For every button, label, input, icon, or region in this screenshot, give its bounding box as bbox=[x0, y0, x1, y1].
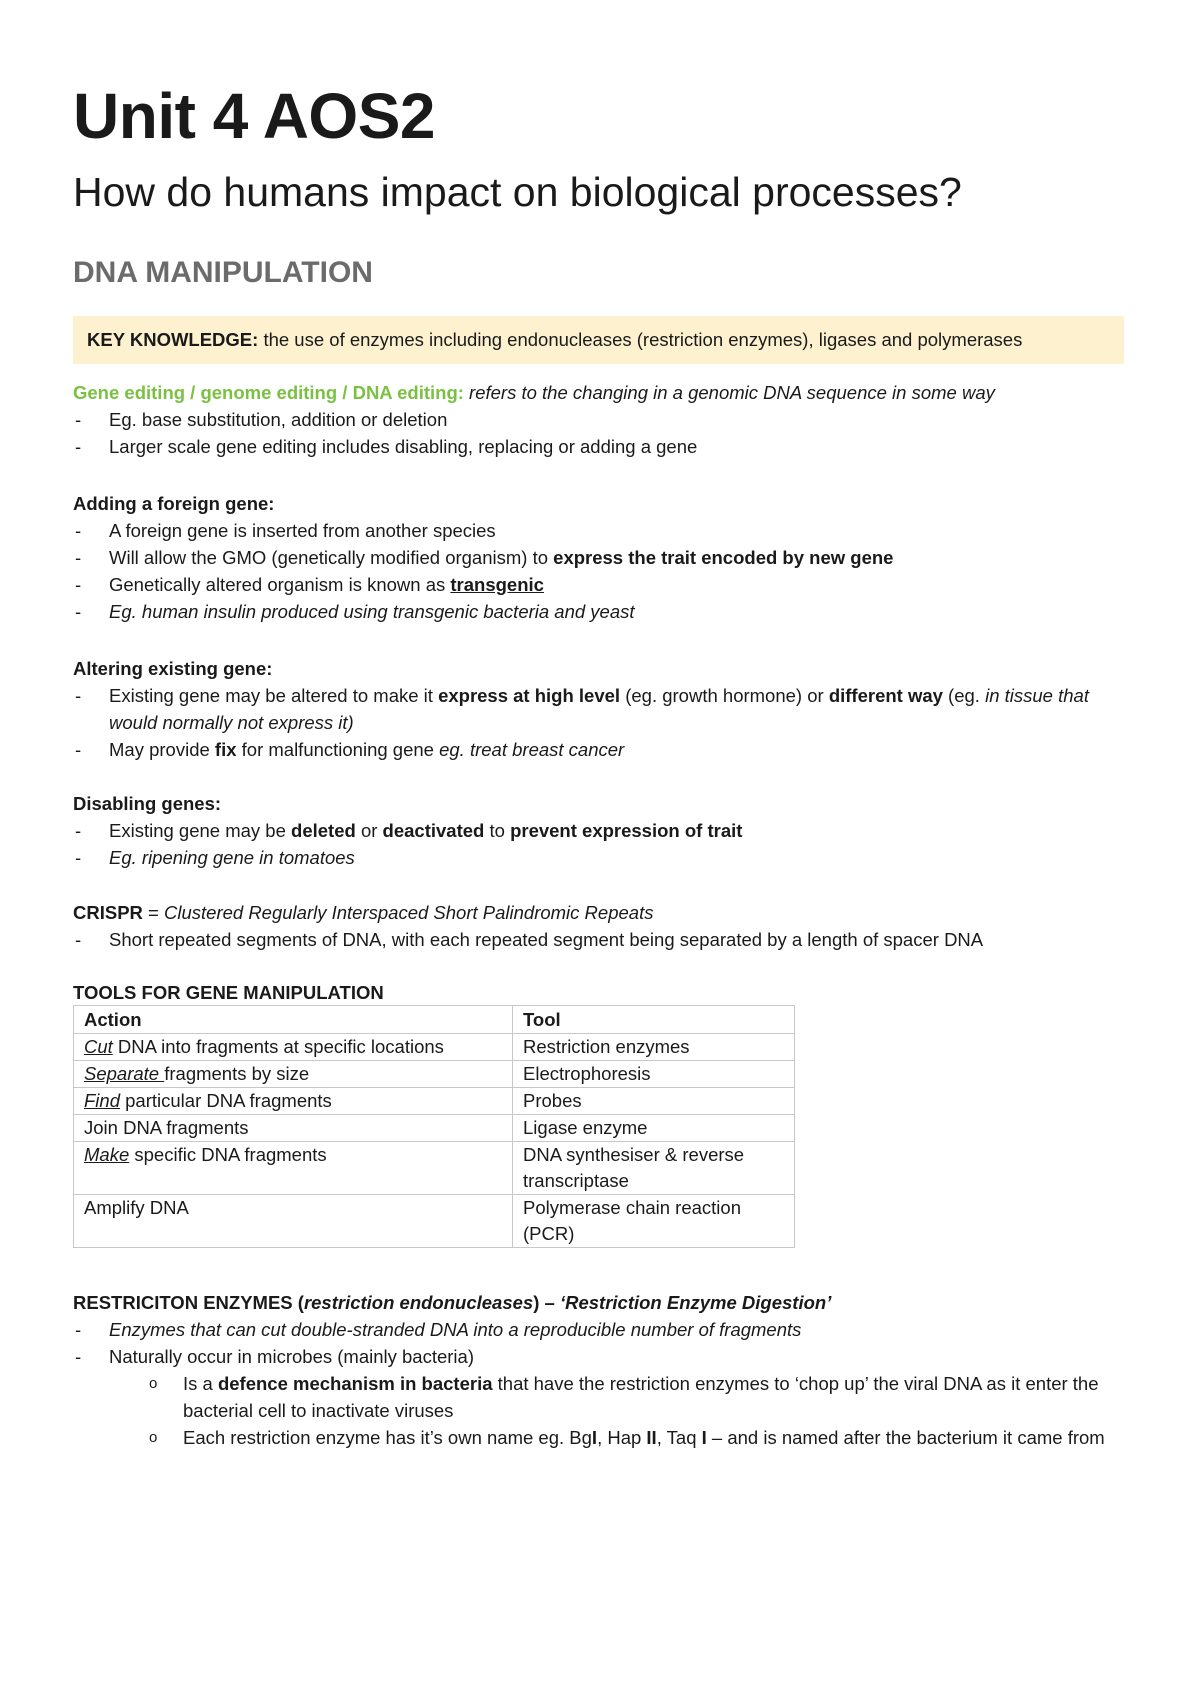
section-heading: DNA MANIPULATION bbox=[73, 256, 373, 289]
list-item: - Enzymes that can cut double-stranded DNA into a reproducible number of fragments bbox=[73, 1316, 1133, 1343]
table-row: Find particular DNA fragments Probes bbox=[74, 1088, 795, 1115]
list-item: - Existing gene may be altered to make it express at high level (eg. growth hormone) or different way (eg. in tissue that would normally not express it) bbox=[73, 682, 1133, 736]
restriction-enzymes-heading: RESTRICITON ENZYMES (restriction endonucleases) – ‘Restriction Enzyme Digestion’ bbox=[73, 1292, 832, 1313]
table-row: Separate fragments by size Electrophoresis bbox=[74, 1061, 795, 1088]
gene-editing-definition: refers to the changing in a genomic DNA sequence in some way bbox=[469, 382, 995, 403]
list-item: - Eg. base substitution, addition or deletion bbox=[73, 406, 1133, 433]
table-row: Join DNA fragments Ligase enzyme bbox=[74, 1115, 795, 1142]
table-row: Amplify DNA Polymerase chain reaction (PCR) bbox=[74, 1195, 795, 1248]
table-row: Make specific DNA fragments DNA synthesiser & reverse transcriptase bbox=[74, 1142, 795, 1195]
adding-gene-heading: Adding a foreign gene: bbox=[73, 493, 275, 514]
sub-list-item: o Each restriction enzyme has it’s own name eg. BgI, Hap II, Taq I – and is named after the bacterium it came from bbox=[73, 1424, 1133, 1451]
altering-gene-heading: Altering existing gene: bbox=[73, 658, 273, 679]
list-item: - Short repeated segments of DNA, with each repeated segment being separated by a length of spacer DNA bbox=[73, 926, 1133, 953]
restriction-enzymes-section bbox=[73, 1289, 1133, 1451]
altering-gene-section bbox=[73, 655, 1133, 763]
list-item: - A foreign gene is inserted from another species bbox=[73, 517, 1133, 544]
list-item: - Genetically altered organism is known as transgenic bbox=[73, 571, 1133, 598]
crispr-section: CRISPR = Clustered Regularly Interspaced Short Palindromic Repeats - Short repeated segments of DNA, with each repeated segment being separated by a length of spacer DNA bbox=[73, 899, 1133, 953]
table-header-row bbox=[74, 1006, 795, 1034]
tools-heading: TOOLS FOR GENE MANIPULATION bbox=[73, 982, 384, 1003]
gene-editing-term: Gene editing / genome editing / DNA editing: bbox=[73, 382, 464, 403]
list-item: - Larger scale gene editing includes disabling, replacing or adding a gene bbox=[73, 433, 1133, 460]
adding-gene-section bbox=[73, 490, 1133, 625]
list-item: - Eg. ripening gene in tomatoes bbox=[73, 844, 1133, 871]
table-row: Cut DNA into fragments at specific locations Restriction enzymes bbox=[74, 1034, 795, 1061]
list-item: - Existing gene may be deleted or deactivated to prevent expression of trait bbox=[73, 817, 1133, 844]
sub-list-item: o Is a defence mechanism in bacteria that have the restriction enzymes to ‘chop up’ the viral DNA as it enter the bacterial cell to inactivate viruses bbox=[73, 1370, 1133, 1424]
list-item: - May provide fix for malfunctioning gene eg. treat breast cancer bbox=[73, 736, 1133, 763]
tools-section bbox=[73, 979, 1133, 1006]
column-header-tool: Tool bbox=[513, 1006, 795, 1034]
tools-table bbox=[73, 1005, 795, 1248]
key-knowledge-box bbox=[73, 316, 1124, 364]
crispr-expansion: Clustered Regularly Interspaced Short Palindromic Repeats bbox=[164, 902, 654, 923]
crispr-label: CRISPR bbox=[73, 902, 143, 923]
list-item: - Will allow the GMO (genetically modified organism) to express the trait encoded by new gene bbox=[73, 544, 1133, 571]
list-item: - Eg. human insulin produced using transgenic bacteria and yeast bbox=[73, 598, 1133, 625]
page-title: Unit 4 AOS2 bbox=[73, 80, 435, 152]
gene-editing-section bbox=[73, 379, 1133, 460]
disabling-gene-section bbox=[73, 790, 1133, 871]
column-header-action: Action bbox=[74, 1006, 513, 1034]
disabling-gene-heading: Disabling genes: bbox=[73, 793, 222, 814]
list-item: - Naturally occur in microbes (mainly bacteria) bbox=[73, 1343, 1133, 1370]
page-subtitle: How do humans impact on biological processes? bbox=[73, 169, 962, 215]
key-knowledge-label: KEY KNOWLEDGE: bbox=[87, 329, 259, 350]
key-knowledge-text: the use of enzymes including endonucleases (restriction enzymes), ligases and polymerases bbox=[258, 329, 1023, 350]
transgenic-term: transgenic bbox=[450, 574, 544, 595]
